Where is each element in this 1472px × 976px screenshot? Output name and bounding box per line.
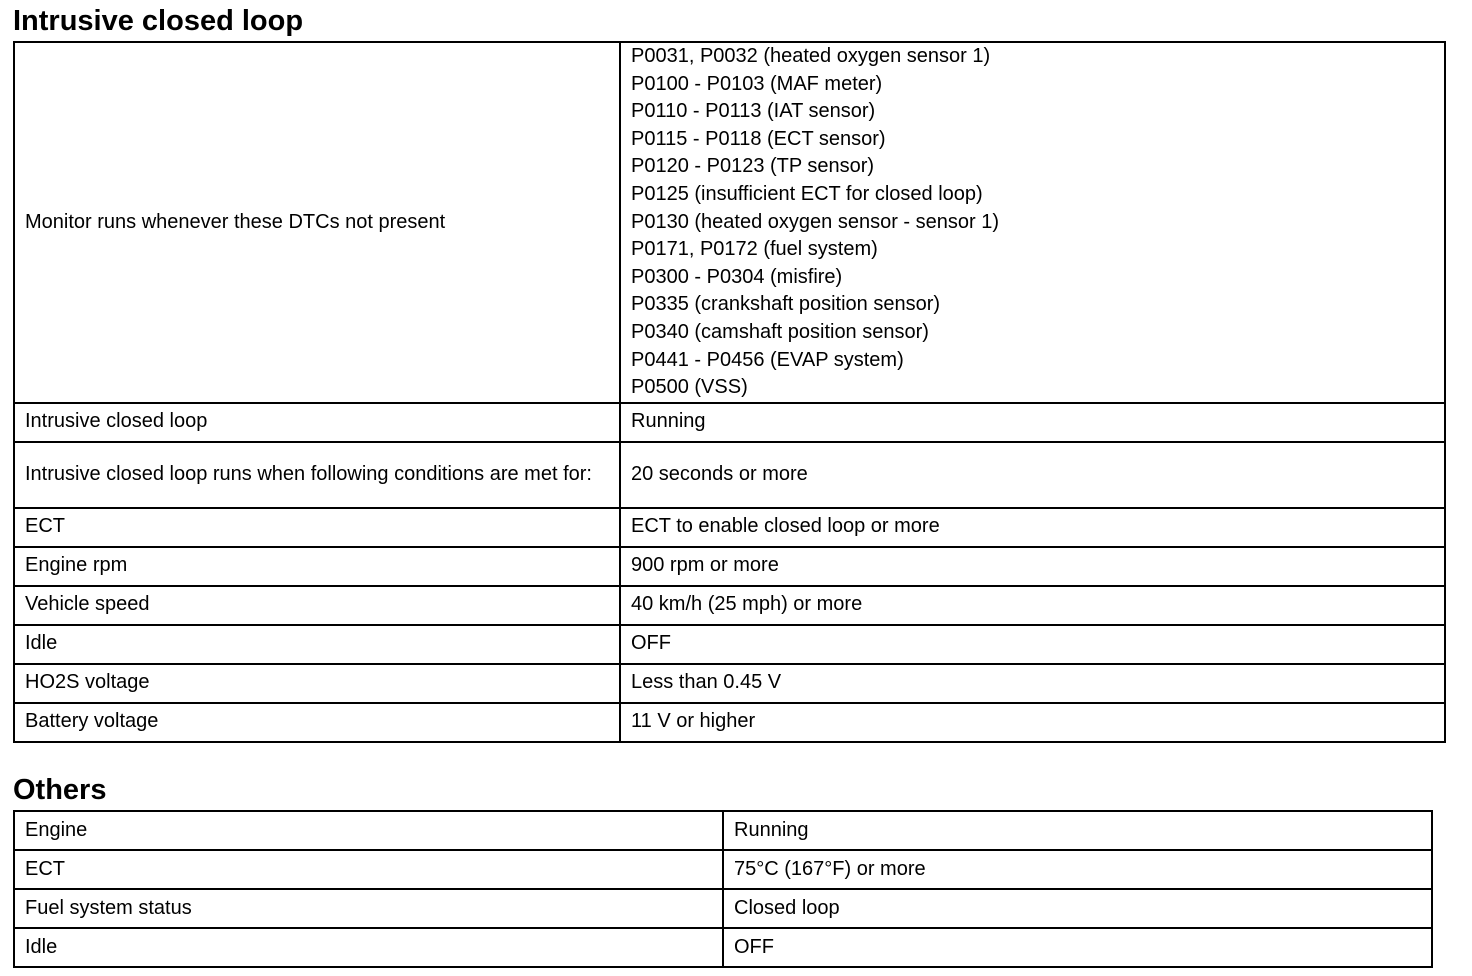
dtc-item: P0130 (heated oxygen sensor - sensor 1) (631, 210, 999, 233)
dtc-list-cell (620, 42, 1445, 403)
dtc-list (631, 43, 1434, 402)
table-row (14, 508, 1445, 547)
section-title-others: Others (13, 774, 107, 806)
dtc-item: P0120 - P0123 (TP sensor) (631, 155, 875, 178)
table-row (14, 586, 1445, 625)
condition-label: Battery voltage (14, 703, 620, 742)
condition-label: Intrusive closed loop runs when following conditions are met for: (14, 442, 620, 508)
others-table (13, 810, 1433, 968)
condition-label: Intrusive closed loop (14, 403, 620, 442)
dtc-item: P0441 - P0456 (EVAP system) (631, 348, 904, 371)
condition-value: OFF (620, 625, 1445, 664)
dtc-item: P0335 (crankshaft position sensor) (631, 293, 941, 316)
condition-value: 75°C (167°F) or more (723, 850, 1432, 889)
condition-value: 20 seconds or more (620, 442, 1445, 508)
table-row (14, 928, 1432, 967)
dtc-item: P0340 (camshaft position sensor) (631, 320, 929, 343)
condition-value: Running (620, 403, 1445, 442)
dtc-item: P0125 (insufficient ECT for closed loop) (631, 182, 983, 205)
dtc-item: P0110 - P0113 (IAT sensor) (631, 100, 876, 123)
intrusive-closed-loop-table (13, 41, 1446, 743)
condition-label: ECT (14, 850, 723, 889)
condition-value: Less than 0.45 V (620, 664, 1445, 703)
dtc-item: P0031, P0032 (heated oxygen sensor 1) (631, 45, 991, 67)
condition-label: Fuel system status (14, 889, 723, 928)
condition-label: HO2S voltage (14, 664, 620, 703)
condition-label: Vehicle speed (14, 586, 620, 625)
section-title-intrusive-closed-loop: Intrusive closed loop (13, 5, 304, 37)
table-row (14, 850, 1432, 889)
table-row (14, 403, 1445, 442)
dtc-item: P0300 - P0304 (misfire) (631, 265, 843, 288)
condition-label: Idle (14, 928, 723, 967)
condition-label: Idle (14, 625, 620, 664)
table-row (14, 811, 1432, 850)
table-row (14, 547, 1445, 586)
condition-label: Engine rpm (14, 547, 620, 586)
dtc-item: P0115 - P0118 (ECT sensor) (631, 127, 886, 150)
dtc-item: P0100 - P0103 (MAF meter) (631, 72, 883, 95)
table-row (14, 625, 1445, 664)
table-row (14, 42, 1445, 403)
condition-value: ECT to enable closed loop or more (620, 508, 1445, 547)
dtc-item: P0500 (VSS) (631, 376, 748, 399)
condition-value: 40 km/h (25 mph) or more (620, 586, 1445, 625)
table-row (14, 664, 1445, 703)
condition-value: OFF (723, 928, 1432, 967)
condition-value: Closed loop (723, 889, 1432, 928)
table-row (14, 889, 1432, 928)
condition-label: ECT (14, 508, 620, 547)
condition-value: 11 V or higher (620, 703, 1445, 742)
condition-label: Engine (14, 811, 723, 850)
table-row (14, 442, 1445, 508)
condition-label: Monitor runs whenever these DTCs not present (14, 42, 620, 403)
condition-value: Running (723, 811, 1432, 850)
table-row (14, 703, 1445, 742)
dtc-item: P0171, P0172 (fuel system) (631, 238, 878, 261)
condition-value: 900 rpm or more (620, 547, 1445, 586)
